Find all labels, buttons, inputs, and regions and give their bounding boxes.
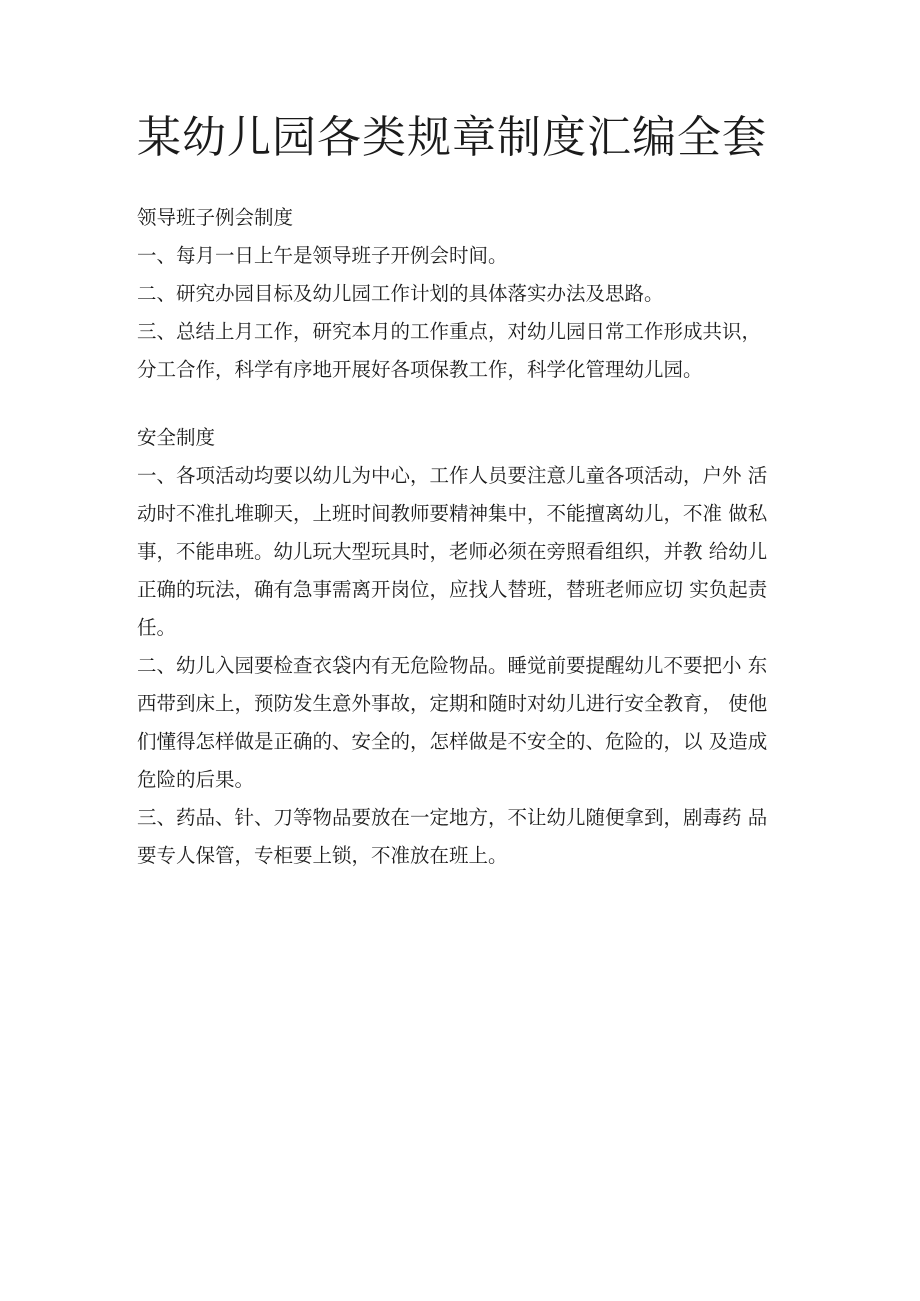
paragraph-line: 任。 xyxy=(137,616,177,639)
paragraph xyxy=(137,799,787,875)
paragraph-line: 正确的玩法，确有急事需离开岗位，应找人替班，替班老师应切 实负起责 xyxy=(137,578,768,601)
paragraph-line: 一、每月一日上午是领导班子开例会时间。 xyxy=(137,244,508,267)
paragraph-line: 三、总结上月工作，研究本月的工作重点，对幼儿园日常工作形成共识， xyxy=(137,320,762,343)
paragraph xyxy=(137,237,787,275)
paragraph-line: 三、药品、针、刀等物品要放在一定地方，不让幼儿随便拿到，剧毒药 品 xyxy=(137,806,768,829)
paragraph-line: 事，不能串班。幼儿玩大型玩具时，老师必须在旁照看组织，并教 给幼儿 xyxy=(137,540,768,563)
paragraph xyxy=(137,313,787,389)
paragraph-line: 动时不准扎堆聊天，上班时间教师要精神集中，不能擅离幼儿，不准 做私 xyxy=(137,502,768,525)
paragraph-line: 西带到床上，预防发生意外事故，定期和随时对幼儿进行安全教育， 使他 xyxy=(137,692,768,715)
paragraph-line: 要专人保管，专柜要上锁，不准放在班上。 xyxy=(137,844,508,867)
document-body xyxy=(137,199,787,875)
section-heading: 领导班子例会制度 xyxy=(137,206,294,229)
section-heading: 安全制度 xyxy=(137,426,216,449)
paragraph-line: 二、幼儿入园要检查衣袋内有无危险物品。睡觉前要提醒幼儿不要把小 东 xyxy=(137,654,768,677)
paragraph-line: 二、研究办园目标及幼儿园工作计划的具体落实办法及思路。 xyxy=(137,282,664,305)
document-title: 某幼儿园各类规章制度汇编全套 xyxy=(137,112,767,163)
paragraph xyxy=(137,647,787,799)
paragraph-line: 们懂得怎样做是正确的、安全的，怎样做是不安全的、危险的，以 及造成 xyxy=(137,730,768,753)
paragraph xyxy=(137,275,787,313)
paragraph-line: 一、各项活动均要以幼儿为中心，工作人员要注意儿童各项活动，户外 活 xyxy=(137,464,768,487)
paragraph xyxy=(137,457,787,647)
paragraph-line: 分工合作，科学有序地开展好各项保教工作，科学化管理幼儿园。 xyxy=(137,358,703,381)
paragraph-line: 危险的后果。 xyxy=(137,768,255,791)
